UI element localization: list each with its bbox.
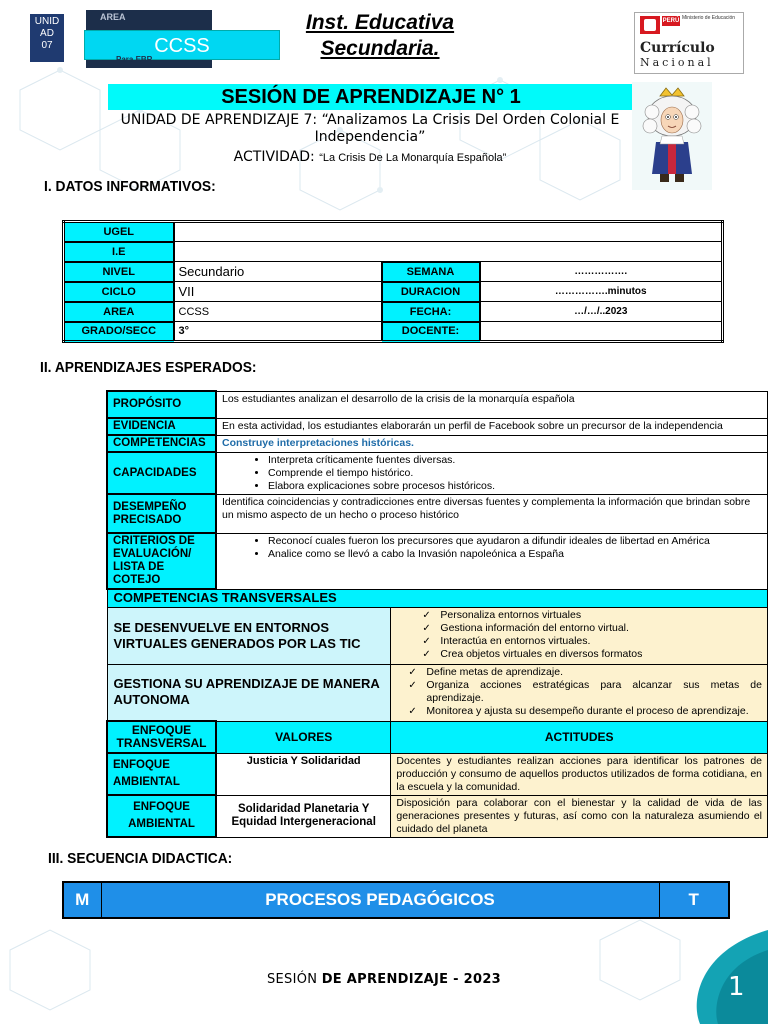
tic-label: SE DESENVUELVE EN ENTORNOS VIRTUALES GENERADOS POR LAS TIC bbox=[107, 607, 391, 664]
secuencia-didactica-table bbox=[62, 881, 730, 919]
criterios-label: CRITERIOS DE EVALUACIÓN/ LISTA DE COTEJO bbox=[107, 533, 216, 589]
footer-text-bold: DE APRENDIZAJE - 2023 bbox=[321, 972, 502, 987]
criterio-item: • Analice como se llevó a cabo la Invasión napoleónica a España bbox=[268, 548, 762, 561]
capacidad-item: • Interpreta críticamente fuentes diversas. bbox=[268, 454, 762, 467]
enfoque-row-1: ENFOQUE AMBIENTAL bbox=[107, 753, 216, 795]
actitud-row-1: Docentes y estudiantes realizan acciones para identificar los patrones de producción y consumo de aquellos productos utilizados de forma cotidiana, en la escuela y la comunidad. bbox=[391, 753, 768, 795]
autonoma-items bbox=[391, 664, 768, 721]
logo-ministry-text: Ministerio de Educación bbox=[682, 15, 736, 21]
page-number: 1 bbox=[728, 972, 745, 1002]
ie-value bbox=[174, 242, 723, 262]
desempeno-label: DESEMPEÑO PRECISADO bbox=[107, 494, 216, 533]
unidad-badge: UNID AD 07 bbox=[30, 14, 64, 62]
col-m-header: M bbox=[63, 882, 101, 918]
autonoma-item: ✓ Monitorea y ajusta su desempeño durante el proceso de aprendizaje. bbox=[426, 705, 762, 718]
logo-nacional-text: Nacional bbox=[640, 56, 714, 69]
king-illustration bbox=[632, 82, 712, 190]
capacidades-label: CAPACIDADES bbox=[107, 452, 216, 494]
tic-item: ✓ Personaliza entornos virtuales bbox=[440, 609, 762, 622]
autonoma-item: ✓ Organiza acciones estratégicas para alcanzar sus metas de aprendizaje. bbox=[426, 679, 762, 705]
valor-row-1: Justicia Y Solidaridad bbox=[216, 753, 391, 795]
capacidades-list bbox=[216, 452, 768, 494]
unidad-aprendizaje-line: UNIDAD DE APRENDIZAJE 7: “Analizamos La Crisis Del Orden Colonial E Independencia” bbox=[120, 112, 620, 145]
actitudes-header: ACTITUDES bbox=[391, 721, 768, 753]
section3-title: III. SECUENCIA DIDACTICA: bbox=[48, 850, 233, 867]
competencias-transversales-title: COMPETENCIAS TRANSVERSALES bbox=[107, 589, 768, 607]
enfoque-header: ENFOQUE TRANSVERSAL bbox=[107, 721, 216, 753]
section2-title: II. APRENDIZAJES ESPERADOS: bbox=[40, 359, 257, 376]
valores-header: VALORES bbox=[216, 721, 391, 753]
logo-peru-text: PERÚ bbox=[662, 18, 680, 24]
col-procesos-header: PROCESOS PEDAGÓGICOS bbox=[101, 882, 659, 918]
valor-row-2: Solidaridad Planetaria Y Equidad Intergeneracional bbox=[216, 795, 391, 837]
criterios-list bbox=[216, 533, 768, 589]
grado-value: 3° bbox=[174, 322, 382, 342]
desempeno-value bbox=[216, 494, 768, 533]
duracion-value: …………….minutos bbox=[480, 282, 723, 302]
semana-value: ……………. bbox=[480, 262, 723, 282]
area-label: AREA bbox=[64, 302, 174, 322]
area-value-box: CCSS bbox=[84, 30, 280, 60]
fecha-value: …/…/..2023 bbox=[480, 302, 723, 322]
aprendizajes-esperados-table bbox=[106, 390, 768, 838]
tic-items bbox=[391, 607, 768, 664]
nivel-value: Secundario bbox=[174, 262, 382, 282]
logo-curriculo-text: Currículo bbox=[640, 40, 715, 56]
area-small-label: AREA bbox=[100, 12, 126, 22]
footer-text bbox=[0, 972, 768, 987]
ie-label: I.E bbox=[64, 242, 174, 262]
section1-title: I. DATOS INFORMATIVOS: bbox=[44, 178, 216, 195]
competencias-label: COMPETENCIAS bbox=[107, 435, 216, 452]
actividad-label: ACTIVIDAD: bbox=[233, 149, 315, 165]
ebr-label: Para EBR bbox=[116, 55, 153, 64]
tic-item: ✓ Gestiona información del entorno virtual. bbox=[440, 622, 762, 635]
tic-item: ✓ Interactúa en entornos virtuales. bbox=[440, 635, 762, 648]
ciclo-label: CICLO bbox=[64, 282, 174, 302]
semana-label: SEMANA bbox=[382, 262, 480, 282]
duracion-label: DURACION bbox=[382, 282, 480, 302]
docente-label: DOCENTE: bbox=[382, 322, 480, 342]
evidencia-value: En esta actividad, los estudiantes elaborarán un perfil de Facebook sobre un precursor de la independencia bbox=[216, 418, 768, 435]
fecha-label: FECHA: bbox=[382, 302, 480, 322]
session-title: SESIÓN DE APRENDIZAJE N° 1 bbox=[221, 86, 521, 108]
evidencia-label: EVIDENCIA bbox=[107, 418, 216, 435]
proposito-label: PROPÓSITO bbox=[107, 391, 216, 418]
capacidad-item: • Comprende el tiempo histórico. bbox=[268, 467, 762, 480]
docente-value bbox=[480, 322, 723, 342]
area-value: CCSS bbox=[174, 302, 382, 322]
enfoque-row-2: ENFOQUE AMBIENTAL bbox=[107, 795, 216, 837]
ugel-value bbox=[174, 222, 723, 242]
autonoma-label: GESTIONA SU APRENDIZAJE DE MANERA AUTONOMA bbox=[107, 664, 391, 721]
datos-informativos-table bbox=[62, 220, 724, 343]
actitud-row-2: Disposición para colaborar con el bienestar y la calidad de vida de las generaciones presentes y futuras, así como con la naturaleza asumiendo el cuidado del planeta bbox=[391, 795, 768, 837]
ciclo-value: VII bbox=[174, 282, 382, 302]
ugel-label: UGEL bbox=[64, 222, 174, 242]
autonoma-item: ✓ Define metas de aprendizaje. bbox=[426, 666, 762, 679]
institution-title: Inst. Educativa Secundaria. bbox=[305, 11, 455, 60]
tic-item: ✓ Crea objetos virtuales en diversos formatos bbox=[440, 648, 762, 661]
competencias-value: Construye interpretaciones históricas. bbox=[216, 435, 768, 452]
actividad-value: “La Crisis De La Monarquía Española” bbox=[319, 152, 507, 164]
proposito-value: Los estudiantes analizan el desarrollo de la crisis de la monarquía española bbox=[216, 391, 768, 418]
criterio-item: • Reconocí cuales fueron los precursores que ayudaron a difundir ideales de libertad en América bbox=[268, 535, 762, 548]
actividad-line bbox=[110, 148, 630, 167]
capacidad-item: • Elabora explicaciones sobre procesos históricos. bbox=[268, 480, 762, 493]
grado-label: GRADO/SECC bbox=[64, 322, 174, 342]
peru-shield-inner bbox=[644, 19, 656, 31]
footer-text-plain: SESIÓN bbox=[266, 972, 322, 987]
col-t-header: T bbox=[659, 882, 729, 918]
desempeno-text: Identifica coincidencias y contradicciones entre diversas fuentes y complementa la información que brindan sobre un mismo aspecto de un hecho o proceso histórico bbox=[222, 495, 751, 521]
nivel-label: NIVEL bbox=[64, 262, 174, 282]
